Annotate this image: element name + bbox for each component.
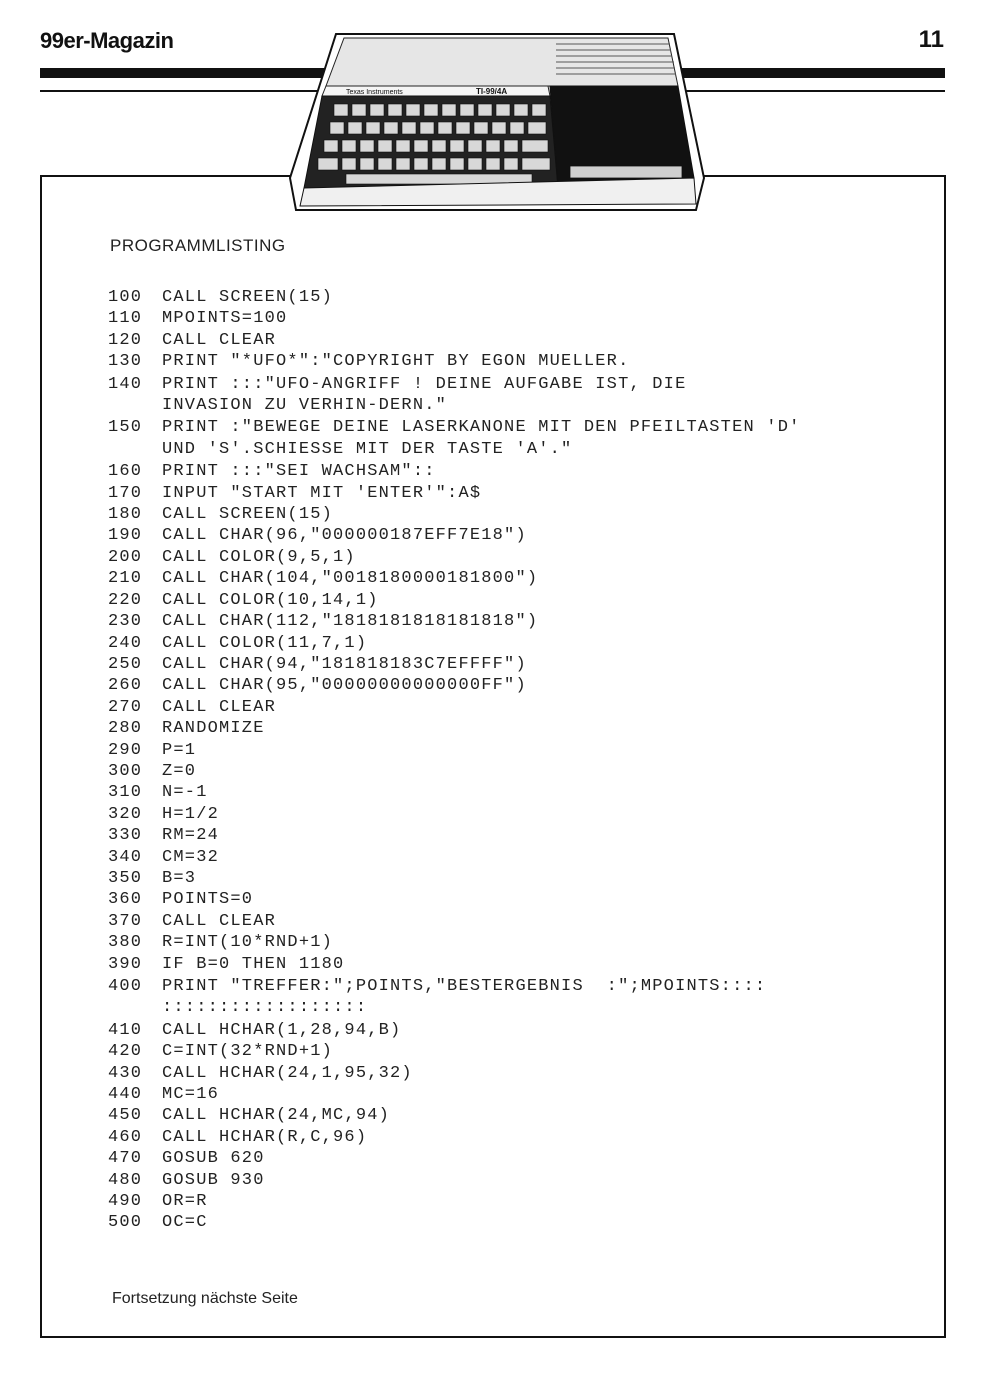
code-line [108,932,902,953]
code-line [108,1212,902,1233]
line-number: 350 [108,868,143,888]
line-number: 500 [108,1213,143,1233]
magazine-title: 99er-Magazin [40,28,174,53]
line-code: MC=16 [162,1085,220,1105]
line-number: 270 [108,697,143,717]
line-code: CALL HCHAR(24,1,95,32) [162,1063,413,1083]
line-code: H=1/2 [162,804,220,824]
line-code: CALL COLOR(10,14,1) [162,590,379,610]
line-code: PRINT :::"SEI WACHSAM":: [162,462,436,482]
code-line [108,351,902,372]
code-line [108,718,902,739]
code-line [108,1084,902,1105]
code-line [108,547,902,568]
code-line [108,504,902,525]
code-line [108,954,902,975]
code-line [108,1063,902,1084]
line-number: 250 [108,654,143,674]
line-code: PRINT :::"UFO-ANGRIFF ! DEINE AUFGABE IST, DIE INVASION ZU VERHIN-DERN." [162,374,687,416]
line-number: 140 [108,374,143,394]
code-line [108,1170,902,1191]
line-code: CALL CHAR(96,"000000187EFF7E18") [162,526,527,546]
code-line [108,868,902,889]
line-code: CALL CLEAR [162,330,277,350]
line-code: R=INT(10*RND+1) [162,933,334,953]
line-code: GOSUB 930 [162,1170,265,1190]
code-line [108,330,902,351]
line-code: IF B=0 THEN 1180 [162,954,345,974]
line-code: P=1 [162,740,197,760]
code-line [108,417,902,460]
line-code: CALL SCREEN(15) [162,288,334,307]
code-line [108,825,902,846]
code-line [108,525,902,546]
line-code: RANDOMIZE [162,719,265,739]
line-number: 320 [108,804,143,824]
code-line [108,1020,902,1041]
line-number: 100 [108,288,143,307]
line-number: 470 [108,1149,143,1169]
line-code: CALL CHAR(112,"1818181818181818") [162,612,539,632]
line-code: CALL HCHAR(1,28,94,B) [162,1020,402,1040]
line-number: 390 [108,954,143,974]
line-number: 290 [108,740,143,760]
line-number: 340 [108,847,143,867]
code-line [108,740,902,761]
line-code: CALL CHAR(94,"181818183C7EFFFF") [162,654,527,674]
code-line [108,847,902,868]
line-code: PRINT :"BEWEGE DEINE LASERKANONE MIT DEN PFEILTASTEN 'D' UND 'S'.SCHIESSE MIT DER TASTE 'A'." [162,418,801,459]
code-line [108,654,902,675]
line-number: 440 [108,1085,143,1105]
code-line [108,633,902,654]
code-line [108,287,902,308]
line-number: 210 [108,569,143,589]
line-code: GOSUB 620 [162,1149,265,1169]
line-number: 380 [108,933,143,953]
line-number: 120 [108,330,143,350]
continuation-note: Fortsetzung nächste Seite [112,1290,298,1307]
line-number: 220 [108,590,143,610]
line-number: 190 [108,526,143,546]
line-number: 490 [108,1192,143,1212]
code-line [108,590,902,611]
code-line [108,911,902,932]
line-number: 330 [108,826,143,846]
line-code: C=INT(32*RND+1) [162,1042,334,1062]
line-number: 110 [108,309,143,329]
code-line [108,976,902,1019]
code-line [108,1148,902,1169]
line-code: CALL SCREEN(15) [162,505,334,525]
computer-illustration [286,28,706,213]
line-code: MPOINTS=100 [162,309,288,329]
code-line [108,804,902,825]
line-code: CALL CHAR(104,"0018180000181800") [162,569,539,589]
line-code: CALL HCHAR(R,C,96) [162,1127,368,1147]
code-line [108,308,902,329]
line-number: 420 [108,1042,143,1062]
code-line [108,761,902,782]
listing-heading: PROGRAMMLISTING [110,236,286,255]
computer-brand-label: Texas Instruments [346,89,403,96]
line-number: 200 [108,547,143,567]
code-line [108,374,902,417]
line-number: 240 [108,633,143,653]
line-code: CALL COLOR(9,5,1) [162,547,356,567]
code-line [108,1105,902,1126]
code-line [108,1127,902,1148]
code-line [108,461,902,482]
line-number: 450 [108,1106,143,1126]
code-line [108,483,902,504]
line-number: 360 [108,890,143,910]
page-number: 11 [918,26,944,53]
code-line [108,1191,902,1212]
line-code: B=3 [162,868,197,888]
line-number: 370 [108,911,143,931]
line-number: 310 [108,783,143,803]
line-code: OC=C [162,1213,208,1233]
line-number: 130 [108,352,143,372]
line-code: CALL COLOR(11,7,1) [162,633,368,653]
line-number: 260 [108,676,143,696]
line-number: 430 [108,1063,143,1083]
line-number: 480 [108,1170,143,1190]
line-code: PRINT "TREFFER:";POINTS,"BESTERGEBNIS :";MPOINTS:::: :::::::::::::::::: [162,977,767,1018]
code-line [108,568,902,589]
line-number: 170 [108,483,143,503]
line-number: 180 [108,505,143,525]
line-code: PRINT "*UFO*":"COPYRIGHT BY EGON MUELLER. [162,352,630,372]
line-number: 160 [108,462,143,482]
code-line [108,611,902,632]
code-line [108,1041,902,1062]
line-code: CALL CLEAR [162,911,277,931]
line-code: CALL CLEAR [162,697,277,717]
code-line [108,889,902,910]
code-line [108,675,902,696]
line-code: POINTS=0 [162,890,254,910]
line-number: 150 [108,418,143,438]
line-code: OR=R [162,1192,208,1212]
line-number: 280 [108,719,143,739]
line-code: Z=0 [162,761,197,781]
line-code: INPUT "START MIT 'ENTER'":A$ [162,483,482,503]
computer-model-label: TI-99/4A [476,87,508,96]
program-listing [108,287,902,1234]
line-number: 410 [108,1020,143,1040]
line-number: 400 [108,977,143,996]
line-code: CALL CHAR(95,"00000000000000FF") [162,676,527,696]
line-code: CALL HCHAR(24,MC,94) [162,1106,391,1126]
code-line [108,697,902,718]
line-number: 300 [108,761,143,781]
line-number: 230 [108,612,143,632]
line-number: 460 [108,1127,143,1147]
line-code: RM=24 [162,826,220,846]
line-code: CM=32 [162,847,220,867]
code-line [108,782,902,803]
line-code: N=-1 [162,783,208,803]
